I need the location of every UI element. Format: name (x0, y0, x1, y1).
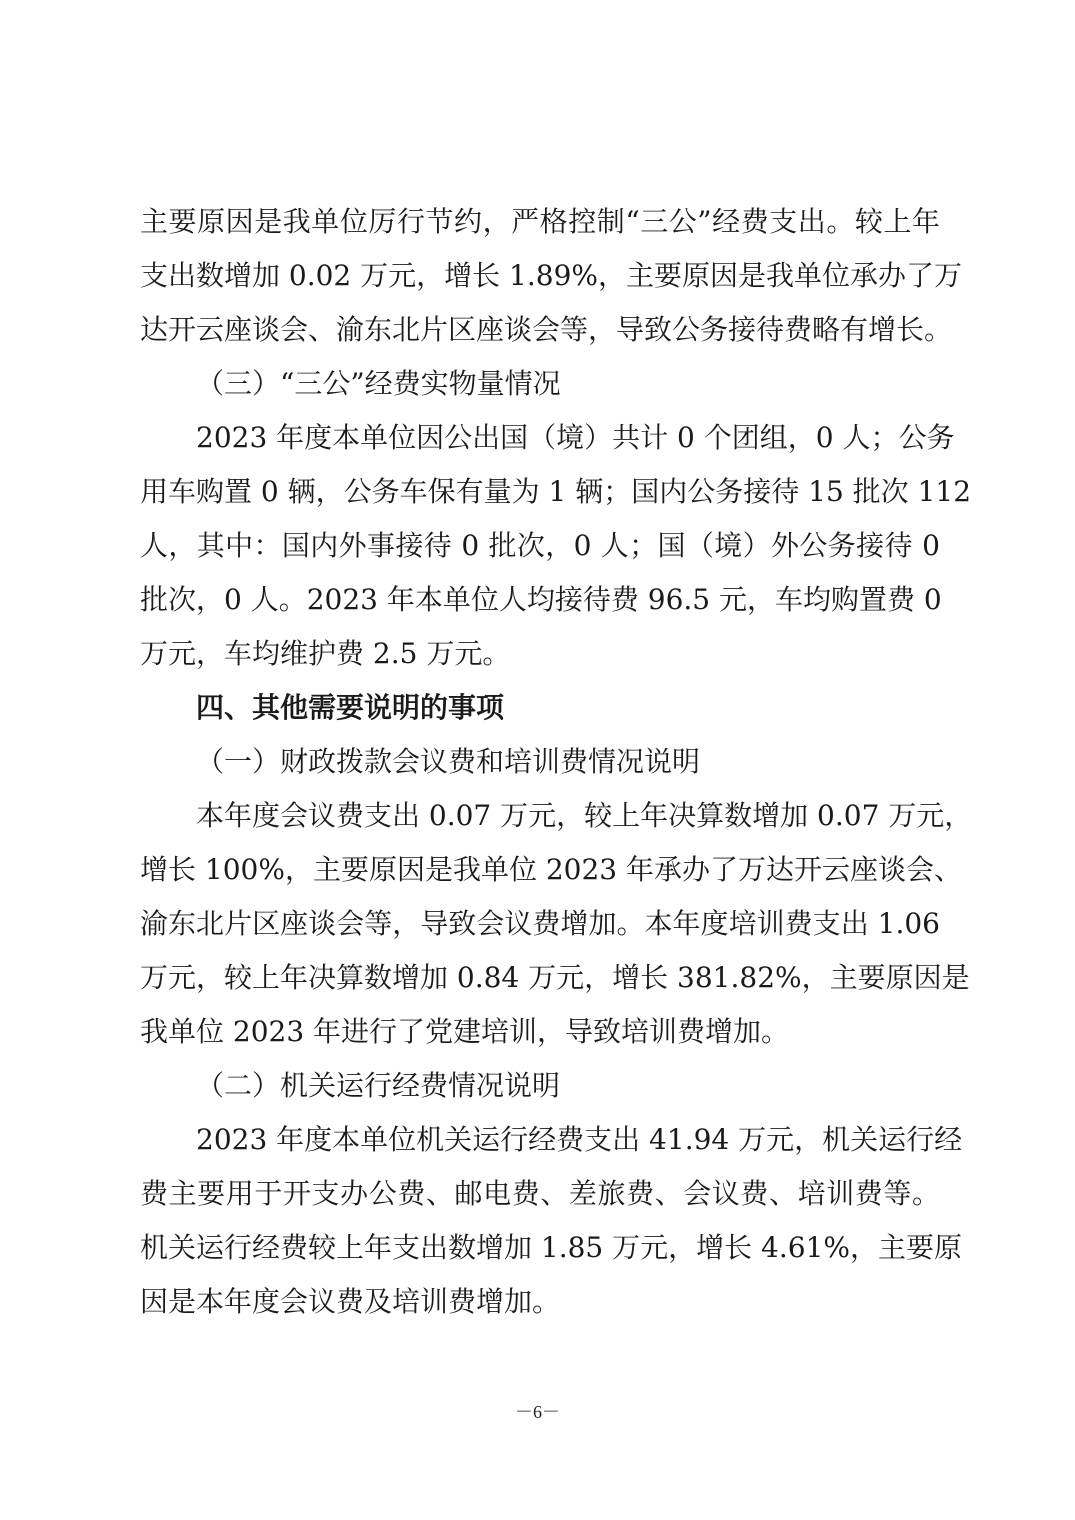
paragraph-line: 2023 年度本单位因公出国（境）共计 0 个团组，0 人；公务 (196, 421, 955, 454)
section-subheading: （二）机关运行经费情况说明 (196, 1069, 561, 1102)
page-number: －6－ (515, 1402, 560, 1422)
section-heading: 四、其他需要说明的事项 (196, 691, 505, 724)
paragraph-line: 我单位 2023 年进行了党建培训，导致培训费增加。 (140, 1015, 790, 1048)
paragraph-line: 支出数增加 0.02 万元，增长 1.89%，主要原因是我单位承办了万 (140, 259, 962, 292)
paragraph-line: 渝东北片区座谈会等，导致会议费增加。本年度培训费支出 1.06 (140, 907, 940, 940)
paragraph-line: 因是本年度会议费及培训费增加。 (140, 1285, 561, 1318)
section-subheading: （一）财政拨款会议费和培训费情况说明 (196, 745, 701, 778)
paragraph-line: 增长 100%，主要原因是我单位 2023 年承办了万达开云座谈会、 (140, 853, 963, 886)
paragraph-line: 主要原因是我单位厉行节约，严格控制“三公”经费支出。较上年 (140, 205, 940, 238)
paragraph-line: 用车购置 0 辆，公务车保有量为 1 辆；国内公务接待 15 批次 112 (140, 475, 972, 508)
paragraph-line: 费主要用于开支办公费、邮电费、差旅费、会议费、培训费等。 (140, 1177, 940, 1210)
paragraph-line: 批次，0 人。2023 年本单位人均接待费 96.5 元，车均购置费 0 (140, 583, 942, 616)
paragraph-line: 机关运行经费较上年支出数增加 1.85 万元，增长 4.61%，主要原 (140, 1231, 962, 1264)
section-subheading: （三）“三公”经费实物量情况 (196, 367, 561, 400)
paragraph-line: 2023 年度本单位机关运行经费支出 41.94 万元，机关运行经 (196, 1123, 963, 1156)
paragraph-line: 达开云座谈会、渝东北片区座谈会等，导致公务接待费略有增长。 (140, 313, 953, 346)
paragraph-line: 人，其中：国内外事接待 0 批次，0 人；国（境）外公务接待 0 (140, 529, 940, 562)
paragraph-line: 万元，较上年决算数增加 0.84 万元，增长 381.82%，主要原因是 (140, 961, 970, 994)
paragraph-line: 万元，车均维护费 2.5 万元。 (140, 637, 511, 670)
paragraph-line: 本年度会议费支出 0.07 万元，较上年决算数增加 0.07 万元， (196, 799, 973, 832)
